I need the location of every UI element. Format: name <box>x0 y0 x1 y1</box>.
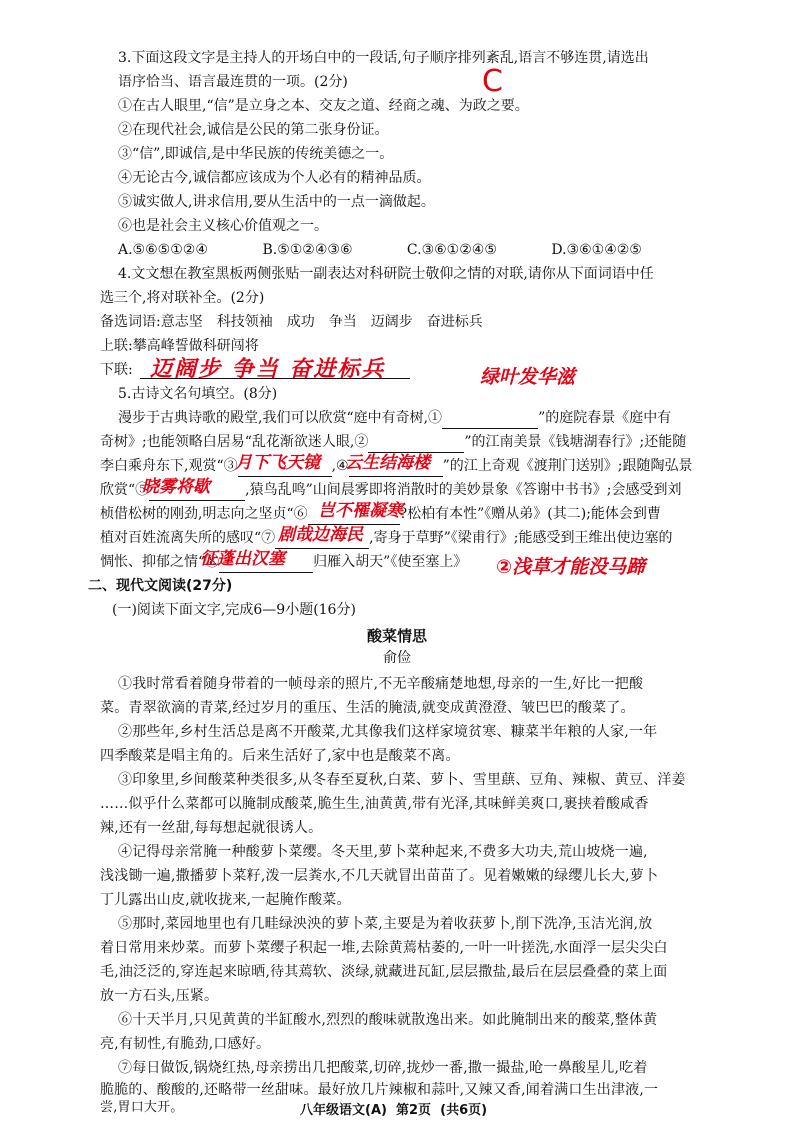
article-p7-line2: 脆脆的、酸酸的,还略带一丝甜味。最好放几片辣椒和蒜叶,又辣又香,闻着满口生出津液,一 <box>100 1082 659 1098</box>
article-p7-line3: 尝,胃口大开。 <box>100 1100 184 1115</box>
article-p4-line3: 丁儿露出山皮,就收拢来,一起腌作酸菜。 <box>100 892 351 908</box>
article-p5-line3: 毛,油泛泛的,穿连起来晾晒,待其蔫软、淡绿,就藏进瓦缸,层层撒盐,最后在层层叠叠的菜上面 <box>100 964 668 980</box>
q3-sentence-6: ⑥也是社会主义核心价值观之一。 <box>118 218 328 234</box>
q5-line6 <box>100 528 673 549</box>
article-p4-line1: ④记得母亲常腌一种酸萝卜菜缨。冬天里,萝卜菜种起来,不费多大功夫,荒山坡烧一遍, <box>118 844 648 860</box>
q5-line3-b: ,④ <box>331 458 349 474</box>
article-p5-line2: 着日常用来炒菜。而萝卜菜缨子积起一堆,去除黄蔫枯萎的,一叶一叶搓洗,水面浮一层尖尖白 <box>100 940 668 956</box>
article-p6-line2: 亮,有韧性,有脆劲,口感好。 <box>100 1036 271 1052</box>
q5-line3-a: 李白乘舟东下,观赏“③ <box>100 458 238 474</box>
q5-blank-1 <box>442 408 538 429</box>
q5-line6-b: ,寄身于草野”《梁甫行》;能感受到王维出使边塞的 <box>369 530 673 546</box>
q5-line5-b: ?松柏有本性”《赠从弟》(其二);能体会到曹 <box>399 506 661 522</box>
q3-answer-handwritten: C <box>482 64 503 99</box>
q5-line4-a: 欣赏“⑤ <box>100 482 150 498</box>
q5-line1 <box>118 408 671 429</box>
q3-options <box>118 240 691 260</box>
q4-upper-couplet: 上联:攀高峰誓做科研闯将 <box>100 338 259 354</box>
q3-sentence-2: ②在现代社会,诚信是公民的第二张身份证。 <box>118 122 389 138</box>
q3-option-d: D.③⑥①④②⑤ <box>551 242 642 258</box>
footer-page: 第2页 <box>396 1103 432 1118</box>
q4-stem-line1: 4.文文想在教室黑板两侧张贴一副表达对科研院士敬仰之情的对联,请你从下面词语中任 <box>118 266 654 282</box>
q5-answer-6: 岂不罹凝寒 <box>318 501 403 521</box>
q3-stem-line1: 3.下面这段文字是主持人的开场白中的一段话,句子顺序排列紊乱,语言不够连贯,请选出 <box>118 50 649 66</box>
q4-stem-line2: 选三个,将对联补全。(2分) <box>100 290 265 306</box>
q5-answer-3: 月下飞天镜 <box>235 453 320 473</box>
footer-total: (共6页) <box>440 1103 488 1118</box>
q5-line1-a: 漫步于古典诗歌的殿堂,我们可以欣赏“庭中有奇树,① <box>118 410 443 426</box>
article-p5-line4: 放一方石头,压紧。 <box>100 988 219 1004</box>
q5-answer-5: 晓雾将歇 <box>142 477 210 497</box>
footer-subject: 八年级语文(A) <box>300 1103 387 1118</box>
article-title: 酸菜情思 <box>366 627 427 645</box>
q3-sentence-4: ④无论古今,诚信都应该成为个人必有的精神品质。 <box>118 170 431 186</box>
q3-stem-line2: 语序恰当、语言最连贯的一项。(2分) <box>118 74 348 90</box>
section-2-subtitle: (一)阅读下面文字,完成6—9小题(16分) <box>112 602 356 618</box>
q5-line7-b: 归雁入胡天”《使至塞上》 <box>313 554 468 570</box>
q5-line5-a: 桢借松树的刚劲,明志向之坚贞“⑥ <box>100 506 308 522</box>
q5-stem: 5.古诗文名句填空。(8分) <box>118 386 278 402</box>
q3-option-b: B.⑤①②④③⑥ <box>262 242 353 258</box>
page-footer <box>300 1102 487 1120</box>
article-p3-line2: ……似乎什么菜都可以腌制成酸菜,脆生生,油黄黄,带有光泽,其味鲜美爽口,裹挟着酸咸香 <box>100 796 649 812</box>
q5-line1-b: ”的庭院春景《庭中有 <box>538 410 672 426</box>
q5-answer-2: ②浅草才能没马蹄 <box>496 556 646 578</box>
article-p5-line1: ⑤那时,菜园地里也有几畦绿泱泱的萝卜菜,主要是为着收获萝卜,削下洗净,玉洁光润,放 <box>118 916 653 932</box>
q3-option-a: A.⑤⑥⑤①②④ <box>118 242 208 258</box>
q5-answer-8: 征蓬出汉塞 <box>200 549 285 569</box>
q4-answer-handwritten: 迈阔步 争当 奋进标兵 <box>150 357 386 382</box>
q5-line7-a: 惆怅、抑郁之情“⑧ <box>100 554 220 570</box>
q5-answer-1: 绿叶发华滋 <box>480 366 576 388</box>
q5-line2-a: 奇树》;也能领略白居易“乱花渐欲迷人眼,② <box>100 434 369 450</box>
q3-sentence-5: ⑤诚实做人,讲求信用,要从生活中的一点一滴做起。 <box>118 194 435 210</box>
q5-line6-a: 植对百姓流离失所的感叹“⑦ <box>100 530 276 546</box>
section-2-title: 二、现代文阅读(27分) <box>88 578 233 594</box>
q5-answer-4: 云生结海楼 <box>345 453 430 473</box>
article-p6-line1: ⑥十天半月,只见黄黄的半缸酸水,烈烈的酸味就散逸出来。如此腌制出来的酸菜,整体黄 <box>118 1012 658 1028</box>
q5-line4-b: ,猿鸟乱鸣”山间晨雾即将消散时的美妙景象《答谢中书书》;会感受到刘 <box>245 482 682 498</box>
q4-lower-label: 下联: <box>100 362 133 378</box>
article-p1-line1: ①我时常看着随身带着的一帧母亲的照片,不无辛酸痛楚地想,母亲的一生,好比一把酸 <box>118 676 644 692</box>
article-p2-line1: ②那些年,乡村生活总是离不开酸菜,尤其像我们这样家境贫寒、糠菜半年粮的人家,一年 <box>118 724 658 740</box>
q3-sentence-1: ①在古人眼里,“信”是立身之本、交友之道、经商之魂、为政之要。 <box>118 98 529 114</box>
q5-line3-c: ”的江上奇观《渡荆门送别》;跟随陶弘景 <box>442 458 693 474</box>
article-p1-line2: 菜。青翠欲滴的青菜,经过岁月的重压、生活的腌渍,就变成黄澄澄、皱巴巴的酸菜了。 <box>100 700 635 716</box>
article-author: 俞俭 <box>383 650 411 666</box>
article-p4-line2: 浅浅锄一遍,撒播萝卜菜籽,泼一层粪水,不几天就冒出苗苗了。见着嫩嫩的绿缨儿长大,萝卜 <box>100 868 659 884</box>
article-p7-line1: ⑦每日做饭,锅烧红热,母亲捞出几把酸菜,切碎,拢炒一番,撒一撮盐,呛一鼻酸星儿,吃着 <box>118 1060 648 1076</box>
q5-line2-b: ”的江南美景《钱塘湖春行》;还能随 <box>464 434 687 450</box>
q3-sentence-3: ③“信”,即诚信,是中华民族的传统美德之一。 <box>118 146 394 162</box>
article-p2-line2: 四季酸菜是唱主角的。后来生活好了,家中也是酸菜不离。 <box>100 748 460 764</box>
q4-candidate-words: 备选词语:意志坚 科技领袖 成功 争当 迈阔步 奋进标兵 <box>100 314 483 330</box>
q3-option-c: C.③⑥①②④⑤ <box>406 242 497 258</box>
article-p3-line3: 辣,还有一丝甜,每每想起就很诱人。 <box>100 820 323 836</box>
article-p3-line1: ③印象里,乡间酸菜种类很多,从冬春至夏秋,白菜、萝卜、雪里蕻、豆角、辣椒、黄豆、洋姜 <box>118 772 686 788</box>
q5-answer-7: 剧哉边海民 <box>278 525 363 545</box>
